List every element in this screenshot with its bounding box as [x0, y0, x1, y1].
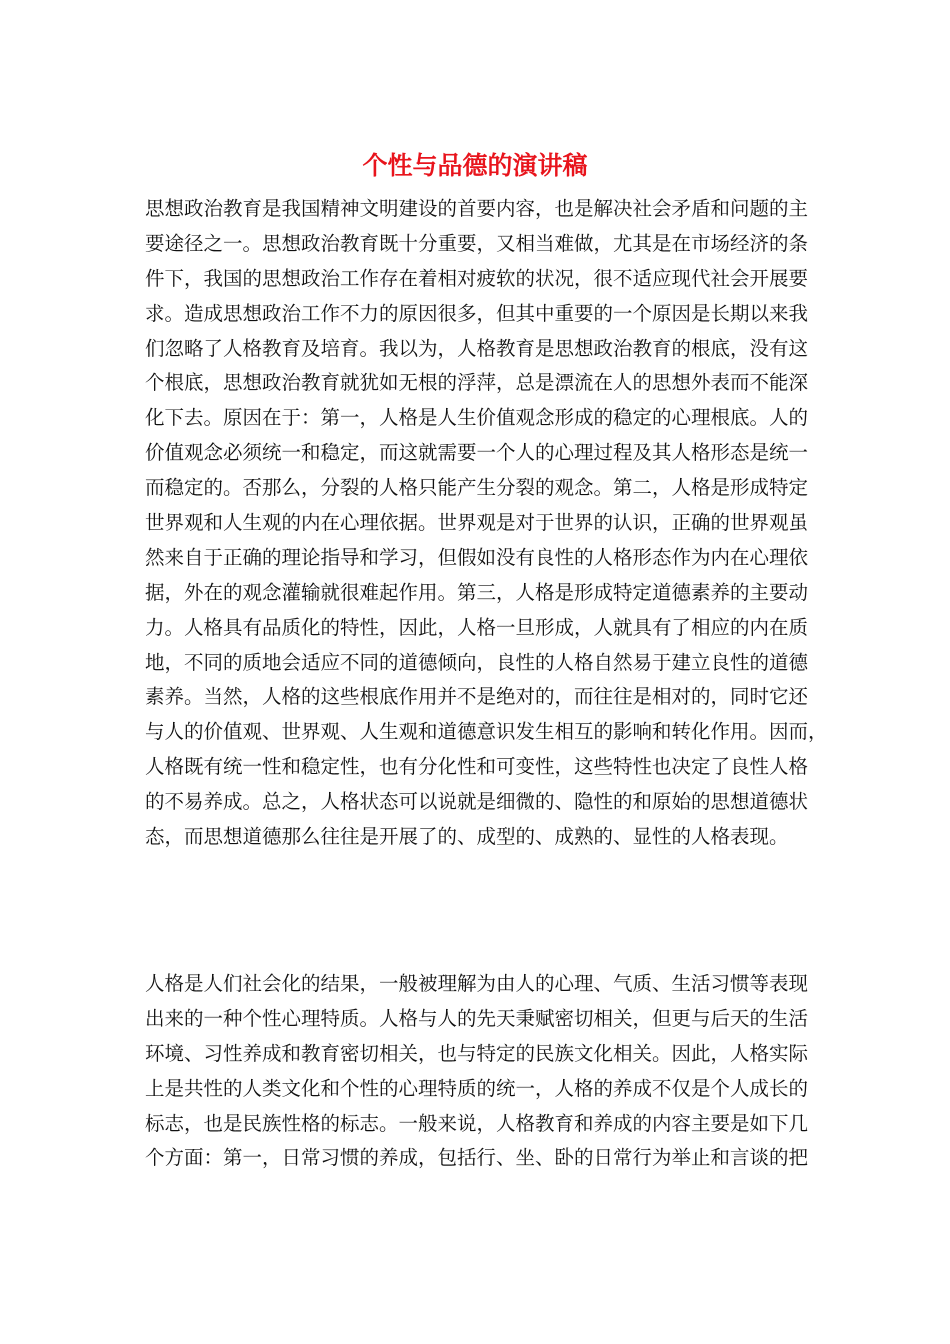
- text-line: 要途径之一。思想政治教育既十分重要，又相当难做，尤其是在市场经济的条: [145, 231, 809, 255]
- text-line: 而稳定的。否那么，分裂的人格只能产生分裂的观念。第二，人格是形成特定: [145, 476, 809, 500]
- text-line: 求。造成思想政治工作不力的原因很多，但其中重要的一个原因是长期以来我: [145, 301, 809, 325]
- text-line: 与人的价值观、世界观、人生观和道德意识发生相互的影响和转化作用。因而，: [145, 720, 828, 744]
- text-line: 们忽略了人格教育及培育。我以为，人格教育是思想政治教育的根底，没有这: [145, 336, 809, 360]
- text-line: 人格既有统一性和稳定性，也有分化性和可变性，这些特性也决定了良性人格: [145, 755, 809, 779]
- text-line: 据，外在的观念灌输就很难起作用。第三，人格是形成特定道德素养的主要动: [145, 580, 809, 604]
- text-line: 的不易养成。总之，人格状态可以说就是细微的、隐性的和原始的思想道德状: [145, 790, 809, 814]
- text-line: 标志，也是民族性格的标志。一般来说，人格教育和养成的内容主要是如下几: [145, 1111, 809, 1135]
- text-line: 环境、习性养成和教育密切相关，也与特定的民族文化相关。因此，人格实际: [145, 1041, 809, 1065]
- text-line: 态，而思想道德那么往往是开展了的、成型的、成熟的、显性的人格表现。: [145, 825, 789, 849]
- text-line: 人格是人们社会化的结果，一般被理解为由人的心理、气质、生活习惯等表现: [145, 972, 809, 995]
- text-line: 出来的一种个性心理特质。人格与人的先天秉赋密切相关，但更与后天的生活: [145, 1006, 809, 1030]
- document-title: 个性与品德的演讲稿: [362, 151, 588, 180]
- text-line: 价值观念必须统一和稳定，而这就需要一个人的心理过程及其人格形态是统一: [145, 441, 809, 465]
- text-line: 化下去。原因在于：第一，人格是人生价值观念形成的稳定的心理根底。人的: [145, 406, 809, 430]
- text-line: 个方面：第一，日常习惯的养成，包括行、坐、卧的日常行为举止和言谈的把: [145, 1146, 809, 1170]
- text-line: 件下，我国的思想政治工作存在着相对疲软的状况，很不适应现代社会开展要: [145, 266, 809, 290]
- text-line: 然来自于正确的理论指导和学习，但假如没有良性的人格形态作为内在心理依: [145, 545, 809, 569]
- text-line: 思想政治教育是我国精神文明建设的首要内容，也是解决社会矛盾和问题的主: [145, 197, 809, 220]
- text-line: 上是共性的人类文化和个性的心理特质的统一，人格的养成不仅是个人成长的: [145, 1076, 809, 1100]
- text-line: 素养。当然，人格的这些根底作用并不是绝对的，而往往是相对的，同时它还: [145, 685, 809, 709]
- text-line: 地，不同的质地会适应不同的道德倾向，良性的人格自然易于建立良性的道德: [145, 650, 809, 674]
- text-line: 世界观和人生观的内在心理依据。世界观是对于世界的认识，正确的世界观虽: [145, 511, 809, 535]
- body-paragraph-2: [145, 967, 809, 1176]
- text-line: 个根底，思想政治教育就犹如无根的浮萍，总是漂流在人的思想外表而不能深: [145, 371, 809, 395]
- body-paragraph-1: [145, 192, 828, 855]
- text-line: 力。人格具有品质化的特性，因此，人格一旦形成，人就具有了相应的内在质: [145, 615, 809, 639]
